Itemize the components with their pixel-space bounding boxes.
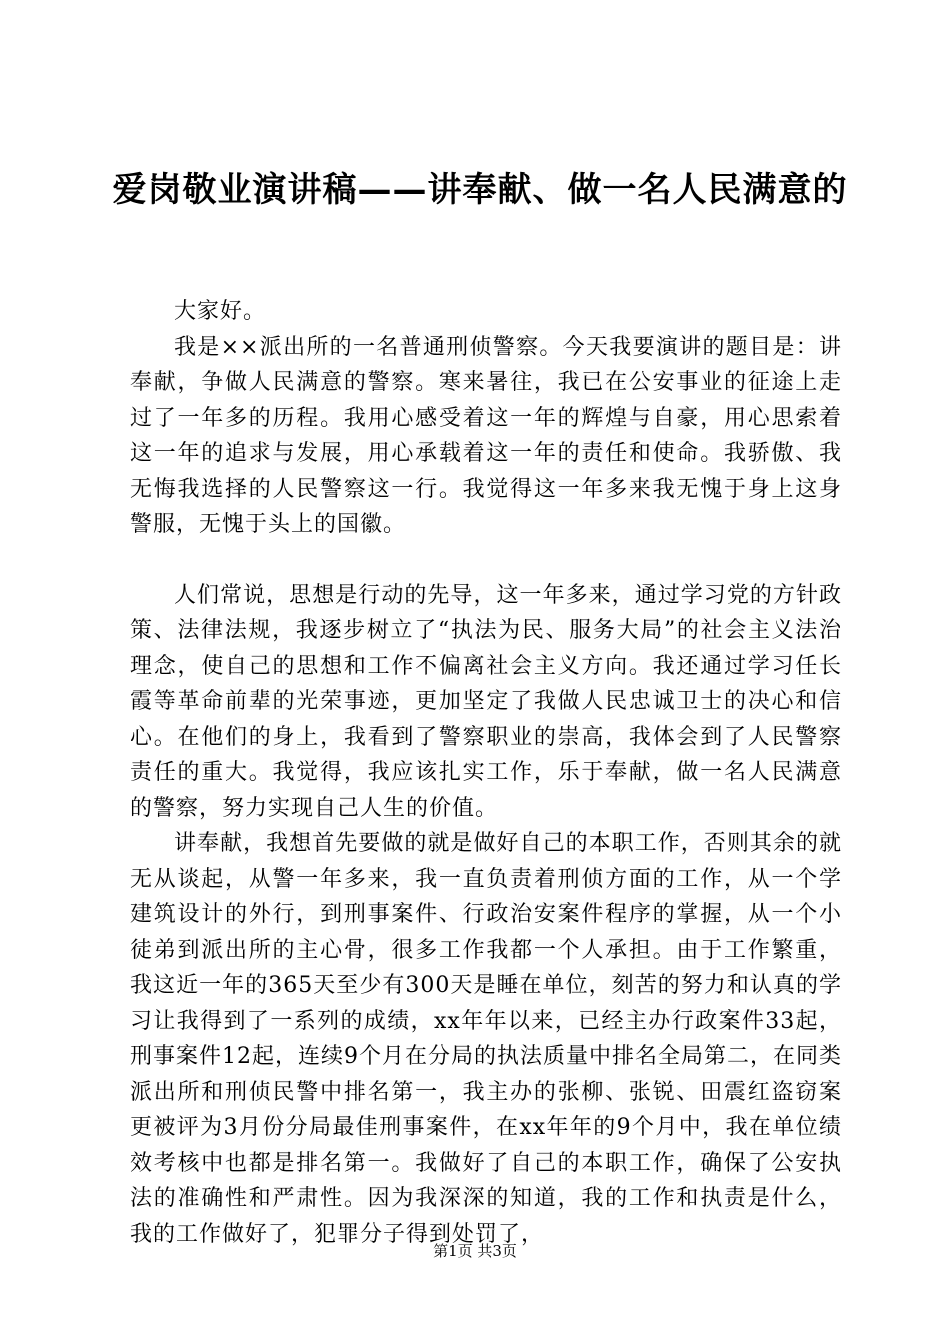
document-title: 爱岗敬业演讲稿——讲奉献、做一名人民满意的 [112,170,848,210]
paragraph-thought: 人们常说，思想是行动的先导，这一年多来，通过学习党的方针政策、法律法规，我逐步树立了“执法为民、服务大局”的社会主义法治理念，使自己的思想和工作不偏离社会主义方向。我还通过学习任长霞等革命前辈的光荣事迹，更加坚定了我做人民忠诚卫士的决心和信心。在他们的身上，我看到了警察职业的崇高，我体会到了人民警察责任的重大。我觉得，我应该扎实工作，乐于奉献，做一名人民满意的警察，努力实现自己人生的价值。 [130,582,842,821]
paragraph-greeting: 大家好。 [174,299,267,324]
paragraph-dedication: 讲奉献，我想首先要做的就是做好自己的本职工作，否则其余的就无从谈起，从警一年多来，我一直负责着刑侦方面的工作，从一个学建筑设计的外行，到刑事案件、行政治安案件程序的掌握，从一个小徒弟到派出所的主心骨，很多工作我都一个人承担。由于工作繁重，我这近一年的365天至少有300天是睡在单位，刻苦的努力和认真的学习让我得到了一系列的成绩，xx年年以来，已经主办行政案件33起，刑事案件12起，连续9个月在分局的执法质量中排名全局第二，在同类派出所和刑侦民警中排名第一，我主办的张柳、张锐、田震红盗窃案更被评为3月份分局最佳刑事案件，在xx年年的9个月中，我在单位绩效考核中也都是排名第一。我做好了自己的本职工作，确保了公安执法的准确性和严肃性。因为我深深的知道，我的工作和执责是什么，我的工作做好了，犯罪分子得到处罚了， [130,831,842,1247]
document-body [130,294,842,1252]
page-number: 第1页 共3页 [433,1242,517,1260]
paragraph-introduction: 我是××派出所的一名普通刑侦警察。今天我要演讲的题目是：讲奉献，争做人民满意的警察。寒来暑往，我已在公安事业的征途上走过了一年多的历程。我用心感受着这一年的辉煌与自豪，用心思索着这一年的追求与发展，用心承载着这一年的责任和使命。我骄傲、我无悔我选择的人民警察这一行。我觉得这一年多来我无愧于身上这身警服，无愧于头上的国徽。 [130,334,842,537]
